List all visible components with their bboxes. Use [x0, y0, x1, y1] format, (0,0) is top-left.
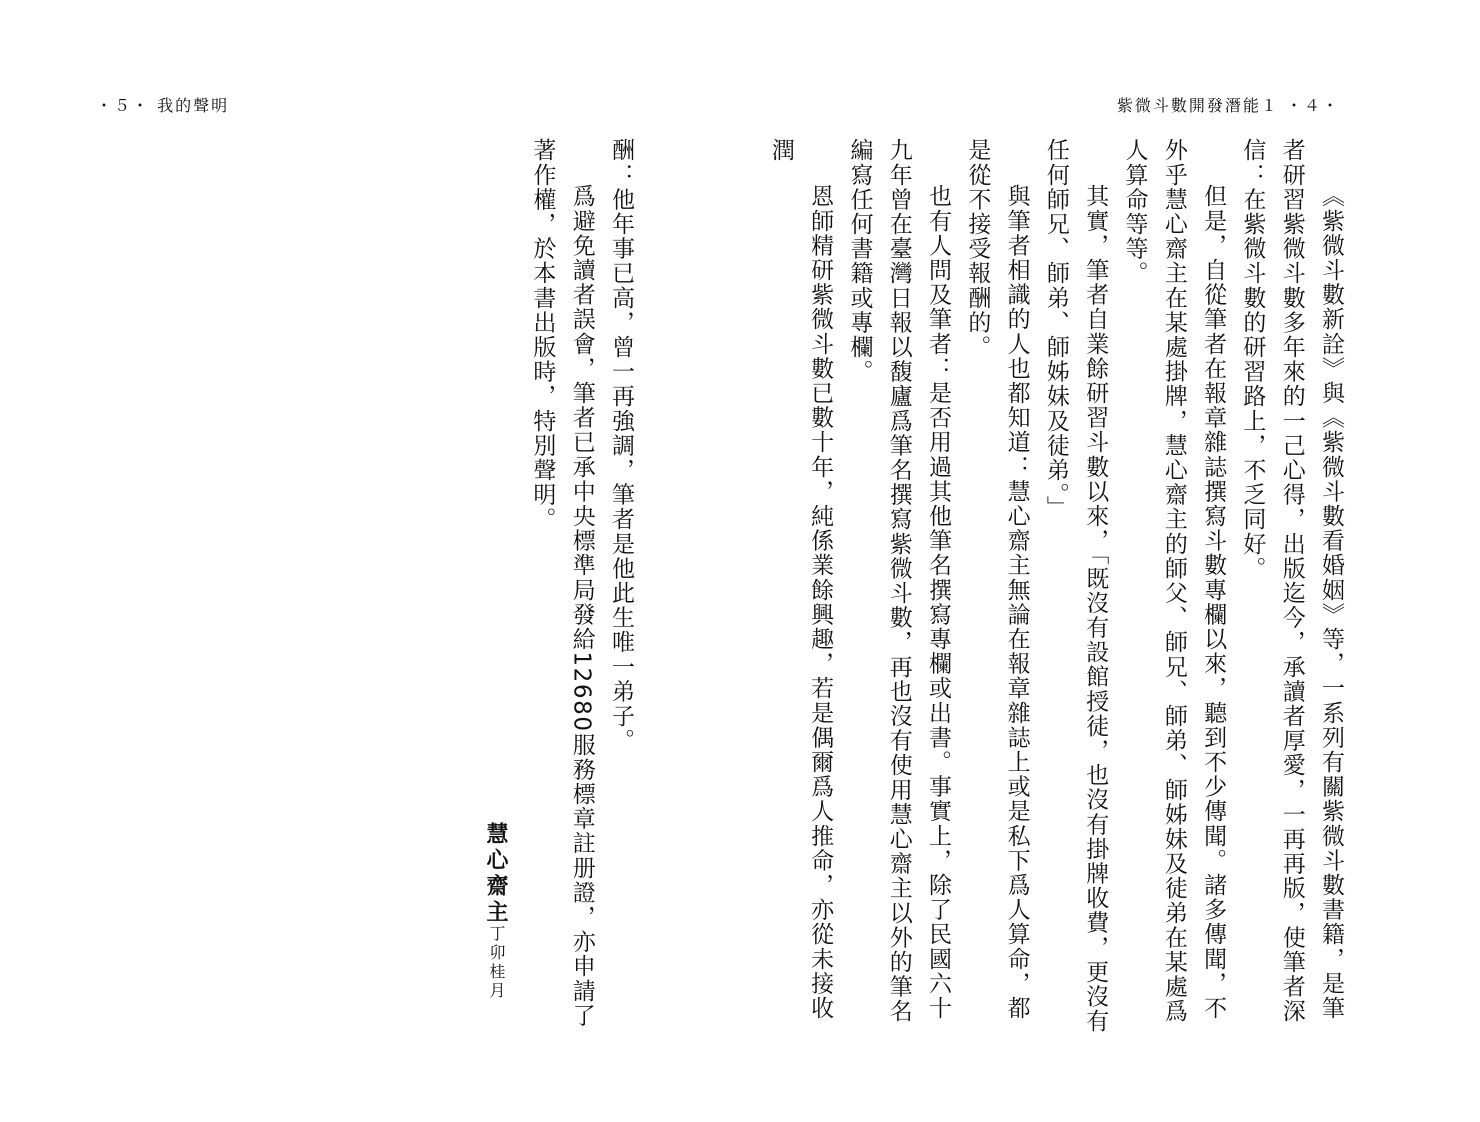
paragraph: 與筆者相識的人也都知道：慧心齋主無論在報章雜誌上或是私下爲人算命，都是從不接受報酬的。: [964, 138, 1030, 1021]
paragraph: 其實，筆者自業餘研習斗數以來，「既沒有設館授徒，也沒有掛牌收費，更沒有任何師兄、師弟、師姊妹及徒弟。」: [1042, 138, 1109, 1034]
paragraph: 但是，自從筆者在報章雜誌撰寫斗數專欄以來，聽到不少傳聞。諸多傳聞，不外乎慧心齋主在某處掛牌，慧心齋主的師父、師兄、師弟、師姊妹及徒弟在某處爲人算命等等。: [1121, 138, 1227, 1024]
paragraph: 爲避免讀者誤會，筆者已承中央標準局發給12680服務標章註册證，亦申請了著作權，於本書出版時，特別聲明。: [529, 138, 595, 1028]
right-page-body: [767, 138, 1350, 1038]
signature-date: 丁卯桂月: [487, 925, 506, 1001]
paragraph: 《紫微斗數新詮》與《紫微斗數看婚姻》等，一系列有關紫微斗數書籍，是筆者研習紫微斗數多年來的一己心得，出版迄今，承讀者厚愛，一再再版，使筆者深信：在紫微斗數的研習路上，不乏同好。: [1239, 138, 1344, 1024]
right-page-header: 紫微斗數開發潛能１ ・４・: [1116, 96, 1340, 115]
paragraph: 恩師精研紫微斗數已數十年，純係業餘興趣，若是偶爾爲人推命，亦從未接收潤: [767, 138, 834, 1021]
left-page-header: ・５・ 我的聲明: [96, 96, 230, 115]
paragraph: 酬：他年事已高，曾一再強調，筆者是他此生唯一弟子。: [608, 138, 634, 753]
author-signature: 慧心齋主: [483, 822, 508, 926]
paragraph: 也有人問及筆者：是否用過其他筆名撰寫專欄或出書。事實上，除了民國六十九年曾在臺灣日報以馥廬爲筆名撰寫紫微斗數，再也沒有使用慧心齋主以外的筆名編寫任何書籍或專欄。: [846, 138, 952, 1024]
